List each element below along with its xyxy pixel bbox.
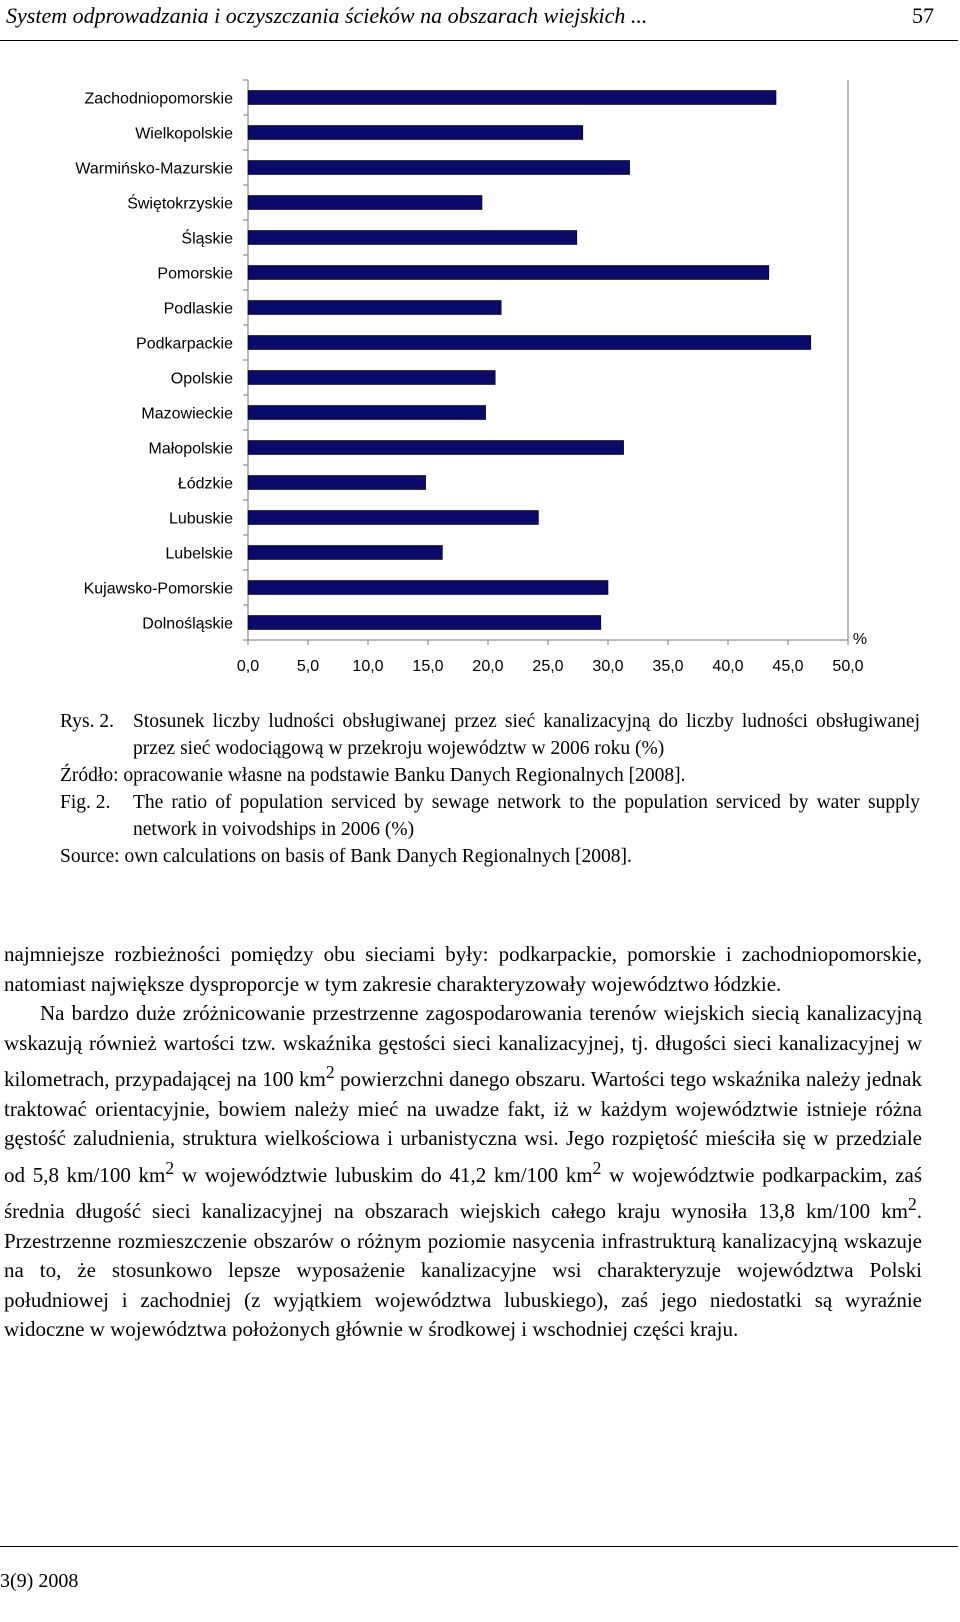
tick-labels bbox=[237, 658, 864, 675]
x-tick-label: 30,0 bbox=[592, 658, 624, 675]
category-label: Lubuskie bbox=[168, 510, 233, 528]
bar bbox=[248, 476, 426, 490]
bar bbox=[248, 91, 776, 105]
bar bbox=[248, 581, 608, 595]
bar bbox=[248, 616, 601, 630]
superscript-2: 2 bbox=[592, 1157, 602, 1178]
bar bbox=[248, 161, 630, 175]
figure-caption bbox=[60, 708, 920, 870]
x-tick-label: 5,0 bbox=[296, 658, 320, 675]
x-tick-label: 0,0 bbox=[236, 658, 260, 675]
x-tick-label: 10,0 bbox=[352, 658, 384, 675]
category-label: Wielkopolskie bbox=[135, 125, 233, 143]
category-label: Dolnośląskie bbox=[142, 615, 233, 633]
running-title: System odprowadzania i oczyszczania ścieków na obszarach wiejskich ... bbox=[6, 3, 648, 28]
body-text bbox=[4, 940, 922, 1345]
paragraph-2-part-2: powierzchni danego obszaru. Wartości tego wskaźnika należy jednak traktować orientacyjnie, bowiem należy mieć na uwadze fakt, iż w każdym województwie istnieje różna gęstość zaludnienia, struktura wielkościowa i urbanistyczna wsi. Jego rozpiętość mieściła się w przedziale od 5,8 km/100 km bbox=[4, 1067, 922, 1187]
chart-bars bbox=[248, 91, 811, 630]
x-tick-label: 45,0 bbox=[772, 658, 804, 675]
category-label: Kujawsko-Pomorskie bbox=[83, 580, 233, 598]
x-tick-label: 50,0 bbox=[832, 658, 864, 675]
paragraph-2-part-3: w województwie lubuskim do 41,2 km/100 km bbox=[174, 1162, 593, 1187]
x-axis-label: % bbox=[852, 631, 868, 648]
paragraph-2-part-5: . Przestrzenne rozmieszczenie obszarów o różnym poziomie nasycenia infrastrukturą kanalizacyjną wskazuje na to, że stosunkowo lepsze wyposażenie kanalizacyjne wsi charakteryzuje województwa Polski południowej i zachodniej (z wyjątkiem województwa lubuskiego), zaś jego niedostatki są wyraźnie widoczne w województwa położonych głównie w środkowej i wschodniej części kraju. bbox=[4, 1199, 922, 1341]
paragraph-2-part-4: w województwie podkarpackim, zaś średnia długość sieci kanalizacyjnej na obszarach wiejskich całego kraju wynosiła 13,8 km/100 km bbox=[4, 1162, 922, 1223]
running-header bbox=[0, 0, 958, 41]
x-tick-label: 25,0 bbox=[532, 658, 564, 675]
category-labels bbox=[75, 91, 233, 633]
caption-en bbox=[60, 789, 920, 843]
caption-pl-text: Stosunek liczby ludności obsługiwanej przez sieć kanalizacyjną do liczby ludności obsługiwanej przez sieć wodociągową w przekroju województw w 2006 roku (%) bbox=[133, 711, 920, 759]
caption-pl bbox=[60, 708, 920, 762]
category-label: Pomorskie bbox=[157, 265, 233, 283]
x-tick-label: 35,0 bbox=[652, 658, 684, 675]
bar bbox=[248, 336, 811, 350]
category-label: Warmińsko-Mazurskie bbox=[75, 160, 233, 178]
bar bbox=[248, 511, 538, 525]
x-tick-label: 15,0 bbox=[412, 658, 444, 675]
bar bbox=[248, 231, 577, 245]
bar-chart bbox=[0, 70, 900, 680]
superscript-2: 2 bbox=[165, 1157, 175, 1178]
bar bbox=[248, 196, 482, 210]
caption-en-label: Fig. 2. bbox=[60, 792, 111, 813]
category-label: Świętokrzyskie bbox=[127, 195, 233, 213]
category-label: Łódzkie bbox=[177, 475, 233, 493]
caption-pl-label: Rys. 2. bbox=[60, 711, 114, 732]
page-number: 57 bbox=[912, 3, 934, 28]
bar bbox=[248, 406, 486, 420]
bar bbox=[248, 546, 442, 560]
category-label: Podkarpackie bbox=[136, 335, 233, 353]
bar bbox=[248, 266, 769, 280]
footer-rule bbox=[0, 1546, 958, 1547]
caption-pl-source: Źródło: opracowanie własne na podstawie Banku Danych Regionalnych [2008]. bbox=[60, 765, 686, 786]
category-label: Podlaskie bbox=[163, 300, 233, 318]
superscript-2: 2 bbox=[908, 1194, 917, 1214]
x-tick-label: 40,0 bbox=[712, 658, 744, 675]
category-label: Opolskie bbox=[170, 370, 233, 388]
category-label: Mazowieckie bbox=[141, 405, 233, 423]
category-label: Śląskie bbox=[181, 230, 233, 248]
issue-number: 3(9) 2008 bbox=[0, 1570, 79, 1592]
paragraph-2 bbox=[4, 999, 922, 1345]
bar bbox=[248, 126, 583, 140]
category-label: Małopolskie bbox=[148, 440, 233, 458]
paragraph-2-part-1: Na bardzo duże zróżnicowanie przestrzenne zagospodarowania terenów wiejskich siecią kanalizacyjną wskazują również wartości tzw. wskaźnika gęstości sieci kanalizacyjnej, tj. długości sieci kanalizacyjnej w kilometrach, przypadającej na 100 km bbox=[4, 1001, 922, 1091]
caption-en-source: Source: own calculations on basis of Bank Danych Regionalnych [2008]. bbox=[60, 846, 632, 867]
x-tick-label: 20,0 bbox=[472, 658, 504, 675]
caption-en-text: The ratio of population serviced by sewage network to the population serviced by water supply network in voivodships in 2006 (%) bbox=[133, 792, 920, 840]
paragraph-1: najmniejsze rozbieżności pomiędzy obu sieciami były: podkarpackie, pomorskie i zachodniopomorskie, natomiast największe dysproporcje w tym zakresie charakteryzowały województwo łódzkie. bbox=[4, 942, 922, 996]
category-label: Zachodniopomorskie bbox=[84, 90, 233, 108]
bar bbox=[248, 441, 624, 455]
superscript-2: 2 bbox=[325, 1062, 335, 1082]
category-label: Lubelskie bbox=[165, 545, 233, 563]
bar bbox=[248, 301, 501, 315]
bar bbox=[248, 371, 495, 385]
